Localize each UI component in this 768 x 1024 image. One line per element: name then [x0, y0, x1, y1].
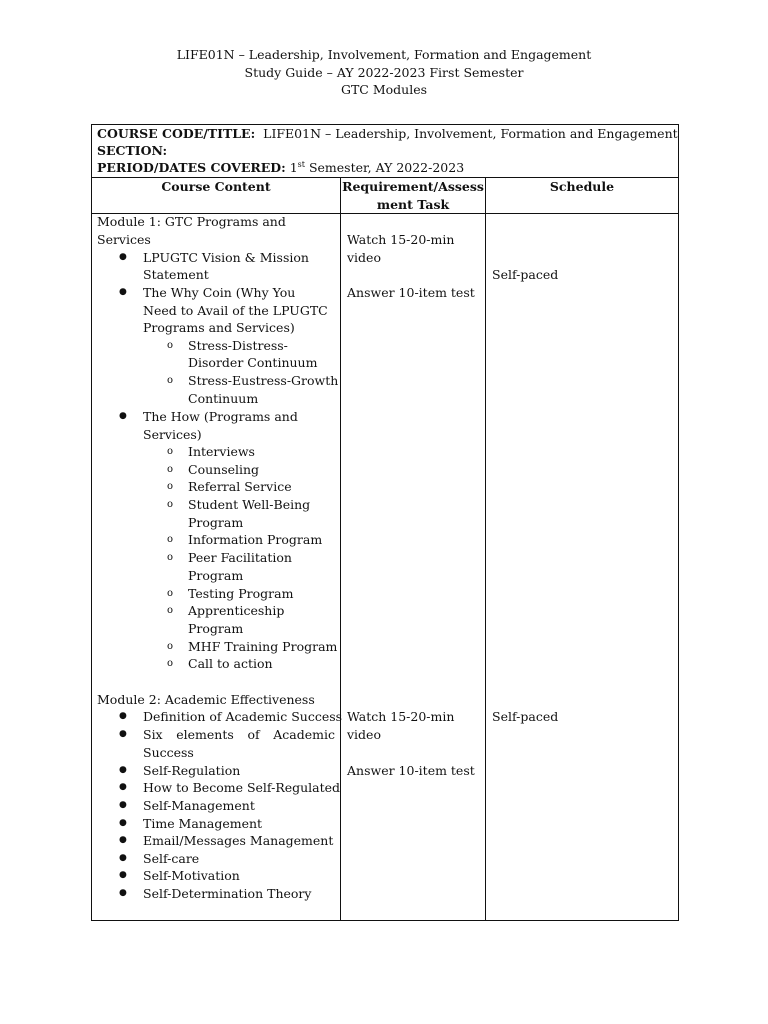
circle-bullet-icon: o: [167, 588, 174, 599]
bullet-icon: ●: [119, 252, 127, 262]
module2-item6: Time Management: [143, 816, 263, 831]
module1-item2-line2: Need to Avail of the LPUGTC: [143, 303, 328, 318]
period-label: PERIOD/DATES COVERED:: [97, 160, 286, 175]
module2-item7: Email/Messages Management: [143, 833, 334, 848]
bullet-icon: ●: [119, 729, 127, 739]
module1-item2-line3: Programs and Services): [143, 320, 295, 335]
module1-item1-line1: LPUGTC Vision & Mission: [143, 250, 309, 265]
circle-bullet-icon: o: [167, 340, 174, 351]
bullet-icon: ●: [119, 287, 127, 297]
column-header-content-label: Course Content: [161, 179, 271, 194]
module2-schedule: Self-paced: [492, 709, 559, 724]
period-value: Semester, AY 2022-2023: [305, 160, 465, 175]
module2-item5: Self-Management: [143, 798, 255, 813]
circle-bullet-icon: o: [167, 641, 174, 652]
bullet-icon: ●: [119, 853, 127, 863]
module1-sub3: Interviews: [188, 444, 255, 459]
module1-sub9: Testing Program: [188, 586, 294, 601]
module1-title-line1: Module 1: GTC Programs and: [97, 214, 286, 229]
section-label: SECTION:: [97, 143, 168, 158]
column-header-requirement: [341, 178, 485, 213]
column-divider-1: [340, 178, 341, 921]
column-header-schedule: [486, 178, 678, 196]
period-ordinal: 1: [289, 160, 298, 175]
circle-bullet-icon: o: [167, 464, 174, 475]
module2-item2-word: elements: [176, 727, 234, 742]
bullet-icon: ●: [119, 411, 127, 421]
period-row: [97, 159, 678, 176]
module2-item2-word: Academic: [273, 727, 335, 742]
circle-bullet-icon: o: [167, 375, 174, 386]
module2-item3: Self-Regulation: [143, 763, 241, 778]
circle-bullet-icon: o: [167, 446, 174, 457]
column-header-schedule-label: Schedule: [549, 179, 615, 194]
circle-bullet-icon: o: [167, 534, 174, 545]
module1-sub6-line1: Student Well-Being: [188, 497, 311, 512]
module1-title-line2: Services: [97, 232, 151, 247]
module1-sub5: Referral Service: [188, 479, 292, 494]
module1-req-line3: Answer 10-item test: [347, 285, 475, 300]
module2-item4: How to Become Self-Regulated: [143, 780, 341, 795]
module1-sub7: Information Program: [188, 532, 323, 547]
module2-item1: Definition of Academic Success: [143, 709, 343, 724]
circle-bullet-icon: o: [167, 605, 174, 616]
header-study-guide: Study Guide – AY 2022-2023 First Semester: [244, 64, 524, 80]
module1-req-line1: Watch 15-20-min: [347, 232, 455, 247]
module1-sub10-line1: Apprenticeship: [188, 603, 285, 618]
bullet-icon: ●: [119, 800, 127, 810]
module1-sub2-line1: Stress-Eustress-Growth: [188, 373, 339, 388]
document-header: [0, 46, 768, 99]
course-code-label: COURSE CODE/TITLE:: [97, 126, 256, 141]
column-header-content: [92, 178, 340, 196]
circle-bullet-icon: o: [167, 658, 174, 669]
module2-req-line1: Watch 15-20-min: [347, 709, 455, 724]
bullet-icon: ●: [119, 818, 127, 828]
bullet-icon: ●: [119, 835, 127, 845]
module2-req-line2: video: [347, 727, 381, 742]
module2-item2-line1: [143, 726, 335, 744]
module1-item2-line1: The Why Coin (Why You: [143, 285, 296, 300]
module1-sub12: Call to action: [188, 656, 273, 671]
bullet-icon: ●: [119, 782, 127, 792]
module1-sub8-line1: Peer Facilitation: [188, 550, 292, 565]
period-ordinal-suffix: st: [297, 159, 305, 169]
module1-sub2-line2: Continuum: [188, 391, 259, 406]
circle-bullet-icon: o: [167, 499, 174, 510]
column-header-requirement-line1: Requirement/Assess: [342, 179, 484, 194]
module2-item8: Self-care: [143, 851, 200, 866]
bullet-icon: ●: [119, 888, 127, 898]
bullet-icon: ●: [119, 870, 127, 880]
module1-item3-line2: Services): [143, 427, 202, 442]
bullet-icon: ●: [119, 711, 127, 721]
header-gtc-modules: GTC Modules: [340, 82, 428, 97]
module2-item9: Self-Motivation: [143, 868, 240, 883]
course-info-block: [92, 125, 678, 178]
course-table: [91, 124, 679, 921]
module1-schedule: Self-paced: [492, 267, 559, 282]
module2-item10: Self-Determination Theory: [143, 886, 312, 901]
module1-sub1-line1: Stress-Distress-: [188, 338, 288, 353]
module1-sub10-line2: Program: [188, 621, 244, 636]
column-header-requirement-line2: ment Task: [376, 196, 450, 212]
module1-sub8-line2: Program: [188, 568, 244, 583]
column-divider-2: [485, 178, 486, 921]
course-code-row: [97, 125, 678, 142]
course-code-value: LIFE01N – Leadership, Involvement, Formation and Engagement: [263, 126, 678, 141]
module1-req-line2: video: [347, 250, 381, 265]
bullet-icon: ●: [119, 765, 127, 775]
module2-item2-line2: Success: [143, 745, 194, 760]
module1-sub11: MHF Training Program: [188, 639, 338, 654]
module2-req-line3: Answer 10-item test: [347, 763, 475, 778]
module1-item3-line1: The How (Programs and: [143, 409, 298, 424]
module1-sub4: Counseling: [188, 462, 260, 477]
module2-item2-word: of: [247, 727, 260, 742]
module1-item1-line2: Statement: [143, 267, 209, 282]
circle-bullet-icon: o: [167, 552, 174, 563]
module1-sub1-line2: Disorder Continuum: [188, 355, 318, 370]
header-course-title: LIFE01N – Leadership, Involvement, Formation and Engagement: [176, 47, 592, 62]
module2-item2-word: Six: [143, 727, 163, 742]
module2-title: Module 2: Academic Effectiveness: [97, 692, 315, 707]
module1-sub6-line2: Program: [188, 515, 244, 530]
circle-bullet-icon: o: [167, 481, 174, 492]
section-row: [97, 142, 678, 159]
